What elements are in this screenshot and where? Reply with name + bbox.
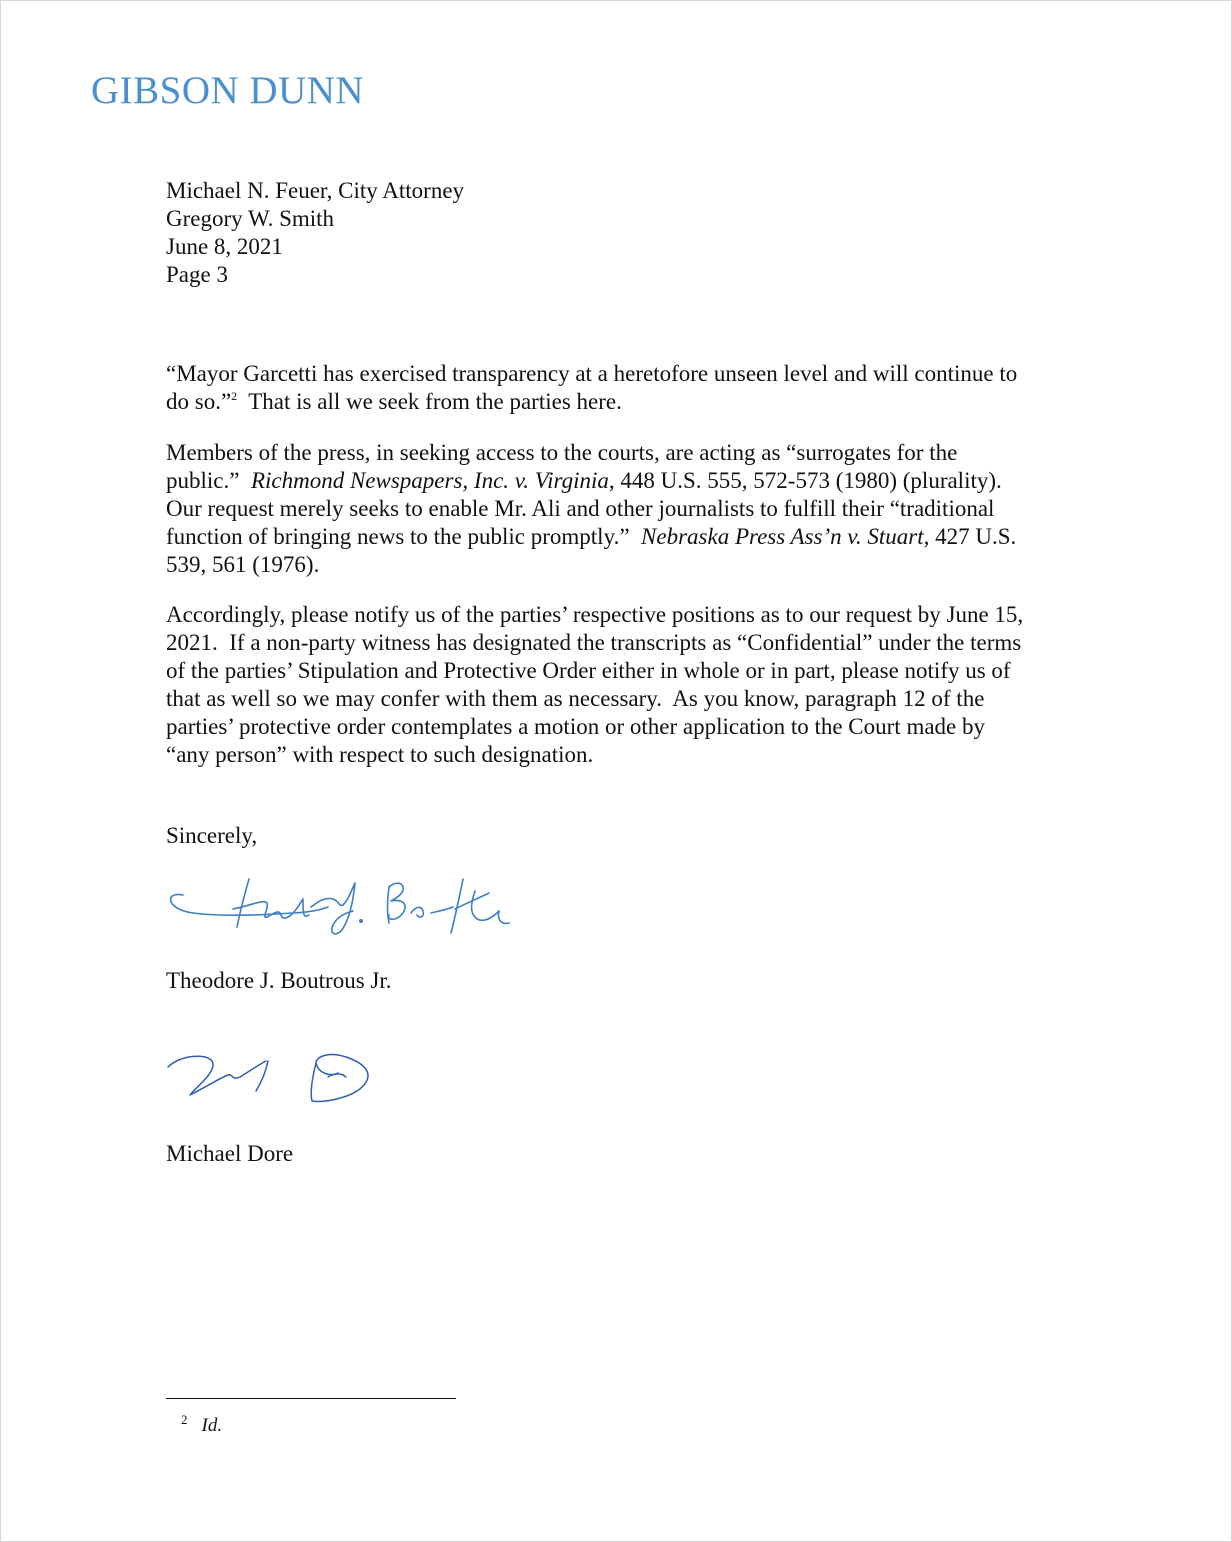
paragraph-1-line-1: “Mayor Garcetti has exercised transparency at a heretofore unseen level and will continue to xyxy=(166,361,1018,386)
paragraph-3-line-6: “any person” with respect to such designation. xyxy=(166,742,594,767)
footnote-text: Id. xyxy=(201,1415,223,1436)
paragraph-2-line-2-end: , 448 U.S. 555, 572-573 (1980) (plurality). xyxy=(608,468,1002,493)
paragraph-3-line-2: 2021. If a non-party witness has designated the transcripts as “Confidential” under the terms xyxy=(166,630,1022,655)
footnote-separator xyxy=(166,1398,456,1399)
firm-logo: GIBSON DUNN xyxy=(91,69,365,112)
recipient-line-2: Gregory W. Smith xyxy=(166,206,335,231)
footnote-reference: 2 xyxy=(231,389,238,403)
paragraph-2-line-3: Our request merely seeks to enable Mr. Ali and other journalists to fulfill their “traditional xyxy=(166,496,995,521)
paragraph-2-line-2 xyxy=(166,467,1076,495)
signature-boutrous xyxy=(163,869,523,945)
paragraph-2-line-2-start: public.” xyxy=(166,468,251,493)
paragraph-3-line-1: Accordingly, please notify us of the parties’ respective positions as to our request by June 15, xyxy=(166,602,1024,627)
paragraph-2 xyxy=(166,439,1076,579)
paragraph-2-line-5: 539, 561 (1976). xyxy=(166,552,320,577)
paragraph-3-line-5: parties’ protective order contemplates a motion or other application to the Court made by xyxy=(166,714,986,739)
signature-dore xyxy=(166,1043,396,1113)
signer-2-name: Michael Dore xyxy=(166,1141,294,1166)
paragraph-2-line-4-start: function of bringing news to the public promptly.” xyxy=(166,524,642,549)
letter-date: June 8, 2021 xyxy=(166,234,283,259)
recipient-line-1: Michael N. Feuer, City Attorney xyxy=(166,178,465,203)
paragraph-3-line-4: that as well so we may confer with them as necessary. As you know, paragraph 12 of the xyxy=(166,686,985,711)
paragraph-1-line-2 xyxy=(166,388,1076,416)
closing-salutation: Sincerely, xyxy=(166,823,258,848)
footnote-number: 2 xyxy=(181,1412,188,1427)
paragraph-1 xyxy=(166,360,1076,416)
footnote xyxy=(181,1412,222,1437)
paragraph-3 xyxy=(166,601,1076,769)
paragraph-2-line-4-end: 427 U.S. xyxy=(929,524,1017,549)
paragraph-1-line-2-start: do so.” xyxy=(166,389,232,414)
paragraph-2-line-4 xyxy=(166,523,1076,551)
paragraph-3-line-3: of the parties’ Stipulation and Protective Order either in whole or in part, please notify us of xyxy=(166,658,1011,683)
paragraph-2-line-1: Members of the press, in seeking access to the courts, are acting as “surrogates for the xyxy=(166,440,958,465)
case-citation-richmond: Richmond Newspapers, Inc. v. Virginia xyxy=(250,468,609,493)
page-number: Page 3 xyxy=(166,262,228,287)
signer-1-name: Theodore J. Boutrous Jr. xyxy=(166,968,392,993)
recipient-block xyxy=(166,177,464,289)
case-citation-nebraska: Nebraska Press Ass’n v. Stuart, xyxy=(641,524,930,549)
paragraph-1-line-2-end: That is all we seek from the parties here. xyxy=(237,389,622,414)
